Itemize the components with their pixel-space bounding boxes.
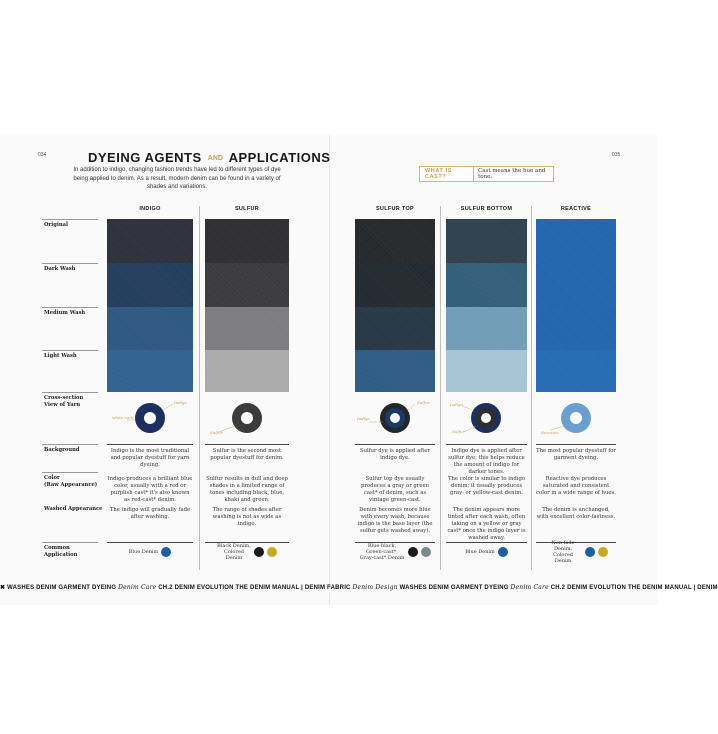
cell-color-sulfur-bottom: The color is similar to indigo denim; it usually produces gray- or yellow-cast denim. [447, 476, 526, 496]
swatch-sulfur-dark-wash [205, 263, 289, 307]
swatch-sulfur-original [205, 219, 289, 263]
swatch-reactive-light-wash [536, 350, 616, 392]
swatch-sulfur-bottom-dark-wash [446, 263, 527, 307]
row-label-color-line2: (Raw Appearance) [44, 481, 98, 488]
swatch-reactive-medium-wash [536, 307, 616, 350]
swatch-indigo-dark-wash [107, 263, 193, 307]
cell-background-reactive: The most popular dyestuff for garment dyeing. [536, 448, 616, 461]
row-label-light-wash: Light Wash [44, 353, 77, 359]
row-label-cross-section-line2: View of Yarn [44, 401, 81, 408]
book-gutter [329, 135, 330, 605]
color-dot-blue-icon [585, 547, 595, 557]
footer-left-2: DENIM EVOLUTION THE DENIM MANUAL | DENIM FABRIC [174, 585, 351, 591]
cell-application-sulfur-top [355, 545, 435, 559]
cast-question: WHAT IS CAST? [420, 167, 474, 181]
color-dot-black-icon [408, 547, 418, 557]
color-dot-yellow-icon [598, 547, 608, 557]
cell-washed-indigo: The indigo will gradually fade after washing. [109, 507, 191, 520]
footer-left-script: Denim Care [118, 584, 157, 591]
swatch-sulfur-top-original [355, 219, 435, 263]
row-label-common-application [44, 545, 77, 558]
cell-color-sulfur: Sulfur results in dull and deep shades in a limited range of tones including black, blue, khaki and green. [206, 476, 288, 503]
cell-background-sulfur: Sulfur is the second most popular dyestuff for denim. [210, 448, 284, 461]
swatch-sulfur-bottom-original [446, 219, 527, 263]
page-title [88, 150, 330, 165]
cell-rule [446, 444, 527, 445]
swatch-indigo-light-wash [107, 350, 193, 392]
cell-application-sulfur-bottom [446, 545, 527, 559]
cell-rule [205, 444, 289, 445]
row-rule [42, 392, 98, 393]
swatch-sulfur-medium-wash [205, 307, 289, 350]
row-label-color-line1: Color [44, 475, 60, 481]
footer-left-ch: CH.2 [158, 585, 173, 591]
column-divider [440, 206, 441, 570]
row-label-cross-section-line1: Cross-section [44, 395, 84, 401]
yarn-label-sulfur-bottom-inner: Sulfur [452, 429, 465, 434]
color-dot-black-icon [254, 547, 264, 557]
cell-application-reactive [536, 540, 616, 564]
yarn-label-white-core: white core [112, 415, 134, 420]
cell-washed-sulfur-bottom: The denim appears more tinted after each wash, often taking on a yellow or gray cast* once the indigo layer is washed away. [447, 507, 526, 541]
color-dot-gray-icon [421, 547, 431, 557]
row-rule [42, 444, 98, 445]
intro-paragraph: In addition to indigo, changing fashion trends have led to different types of dye being applied to denim. As a result, modern denim can be found in a variety of shades and variations. [73, 167, 281, 190]
swatch-indigo-medium-wash [107, 307, 193, 350]
column-header-sulfur-top: SULFUR TOP [375, 206, 415, 212]
swatch-reactive-dark-wash [536, 263, 616, 307]
yarn-label-indigo: Indigo [174, 400, 187, 405]
application-text-sulfur: Black Denim, Colored Denim [217, 543, 251, 561]
swatch-sulfur-bottom-medium-wash [446, 307, 527, 350]
title-part-2: APPLICATIONS [228, 150, 331, 165]
row-rule [42, 307, 98, 308]
cell-rule [536, 444, 616, 445]
row-label-medium-wash: Medium Wash [44, 310, 86, 316]
swatch-sulfur-bottom-light-wash [446, 350, 527, 392]
footer-right-script: Denim Care [510, 584, 549, 591]
cell-rule [107, 444, 193, 445]
cell-washed-reactive: The denim is unchanged, with excellent color-fastness. [536, 507, 616, 520]
yarn-cross-section-sulfur-bottom [446, 392, 527, 442]
swatch-sulfur-top-light-wash [355, 350, 435, 392]
column-divider [199, 206, 200, 570]
row-rule [42, 263, 98, 264]
yarn-label-sulfur-top-inner: Indigo [357, 416, 370, 421]
swatch-indigo-original [107, 219, 193, 263]
footer-right-1: WASHES DENIM GARMENT DYEING [399, 585, 509, 591]
right-page-number: 035 [612, 152, 621, 158]
cell-application-sulfur [205, 545, 289, 559]
cell-color-sulfur-top: Sulfur top dye usually produces a gray or green cast* of denim, such as vintage green-cast. [360, 476, 430, 503]
cell-color-indigo: Indigo produces a brilliant blue color, usually with a red or purplish cast* it's also known as red-cast* denim. [107, 476, 193, 503]
footer-left-1: WASHES DENIM GARMENT DYEING [7, 585, 117, 591]
swatch-sulfur-top-medium-wash [355, 307, 435, 350]
cell-rule [355, 444, 435, 445]
row-label-dark-wash: Dark Wash [44, 266, 76, 272]
column-divider [531, 206, 532, 570]
application-text-sulfur-bottom: Blue Denim [465, 549, 495, 555]
title-part-1: DYEING AGENTS [88, 150, 202, 165]
footer-right-2: DENIM EVOLUTION THE DENIM MANUAL | DENIM [567, 585, 718, 591]
yarn-label-sulfur-bottom-outer: Indigo [450, 402, 463, 407]
cell-application-indigo [107, 545, 193, 559]
row-label-washed: Washed Appearance [44, 506, 103, 512]
column-header-reactive: REACTIVE [560, 206, 592, 212]
row-label-color [44, 475, 97, 488]
footer-right-ch: CH.2 [550, 585, 566, 591]
row-rule [42, 219, 98, 220]
yarn-core-reactive [570, 412, 582, 424]
cast-answer: Cast means the hue and tone. [478, 168, 546, 180]
yarn-core-indigo [144, 412, 156, 424]
yarn-label-sulfur: Sulfur [210, 430, 223, 435]
cell-background-sulfur-bottom: Indigo dye is applied after sulfur dye; this helps reduce the amount of indigo for darker tones. [448, 448, 525, 475]
row-rule [42, 472, 98, 473]
row-label-original: Original [44, 222, 68, 228]
application-text-indigo: Blue Denim [128, 549, 159, 555]
yarn-core-sulfur-top [390, 413, 400, 423]
swatch-reactive-original [536, 219, 616, 263]
swatch-sulfur-top-dark-wash [355, 263, 435, 307]
color-dot-blue-icon [498, 547, 508, 557]
cell-color-reactive: Reactive dye produces saturated and consistent color in a wide range of hues. [536, 476, 616, 496]
cell-background-sulfur-top: Sulfur dye is applied after indigo dye. [359, 448, 431, 461]
row-rule [42, 350, 98, 351]
yarn-core-sulfur-bottom [481, 413, 491, 423]
color-dot-yellow-icon [267, 547, 277, 557]
application-text-sulfur-top: Blue-black, Green-cast*, Gray-cast* Denim [359, 543, 405, 561]
column-header-sulfur-bottom: SULFUR BOTTOM [460, 206, 513, 212]
cell-background-indigo: Indigo is the most traditional and popular dyestuff for yarn dyeing. [110, 448, 190, 468]
row-label-common-line2: Application [44, 551, 78, 558]
row-label-background: Background [44, 447, 80, 453]
yarn-core-sulfur [241, 412, 253, 424]
yarn-label-reactive: Reactive [541, 430, 559, 435]
row-label-cross-section [44, 395, 83, 408]
cell-rule [107, 542, 193, 543]
cell-washed-sulfur: The range of shades after washing is not as wide as indigo. [212, 507, 282, 527]
row-rule [42, 542, 98, 543]
cast-callout [419, 166, 554, 182]
title-and: AND [207, 155, 223, 162]
cell-rule [446, 542, 527, 543]
left-page-number: 034 [38, 152, 47, 158]
color-dot-blue-icon [161, 547, 171, 557]
footer-strip [0, 583, 718, 593]
column-header-sulfur: SULFUR [234, 206, 260, 212]
column-header-indigo: INDIGO [139, 206, 161, 212]
application-text-reactive: Non-fade Denim, Colored Denim [551, 540, 575, 564]
footer-mid-script: Denim Design [352, 584, 398, 591]
cell-washed-sulfur-top: Denim becomes more blue with every wash, because indigo is the base layer (the sulfur gets washed away). [357, 507, 433, 534]
footer-arrow-icon: ✖ [0, 585, 6, 591]
yarn-label-sulfur-top-outer: Sulfur [417, 400, 430, 405]
swatch-sulfur-light-wash [205, 350, 289, 392]
row-label-common-line1: Common [44, 545, 70, 551]
